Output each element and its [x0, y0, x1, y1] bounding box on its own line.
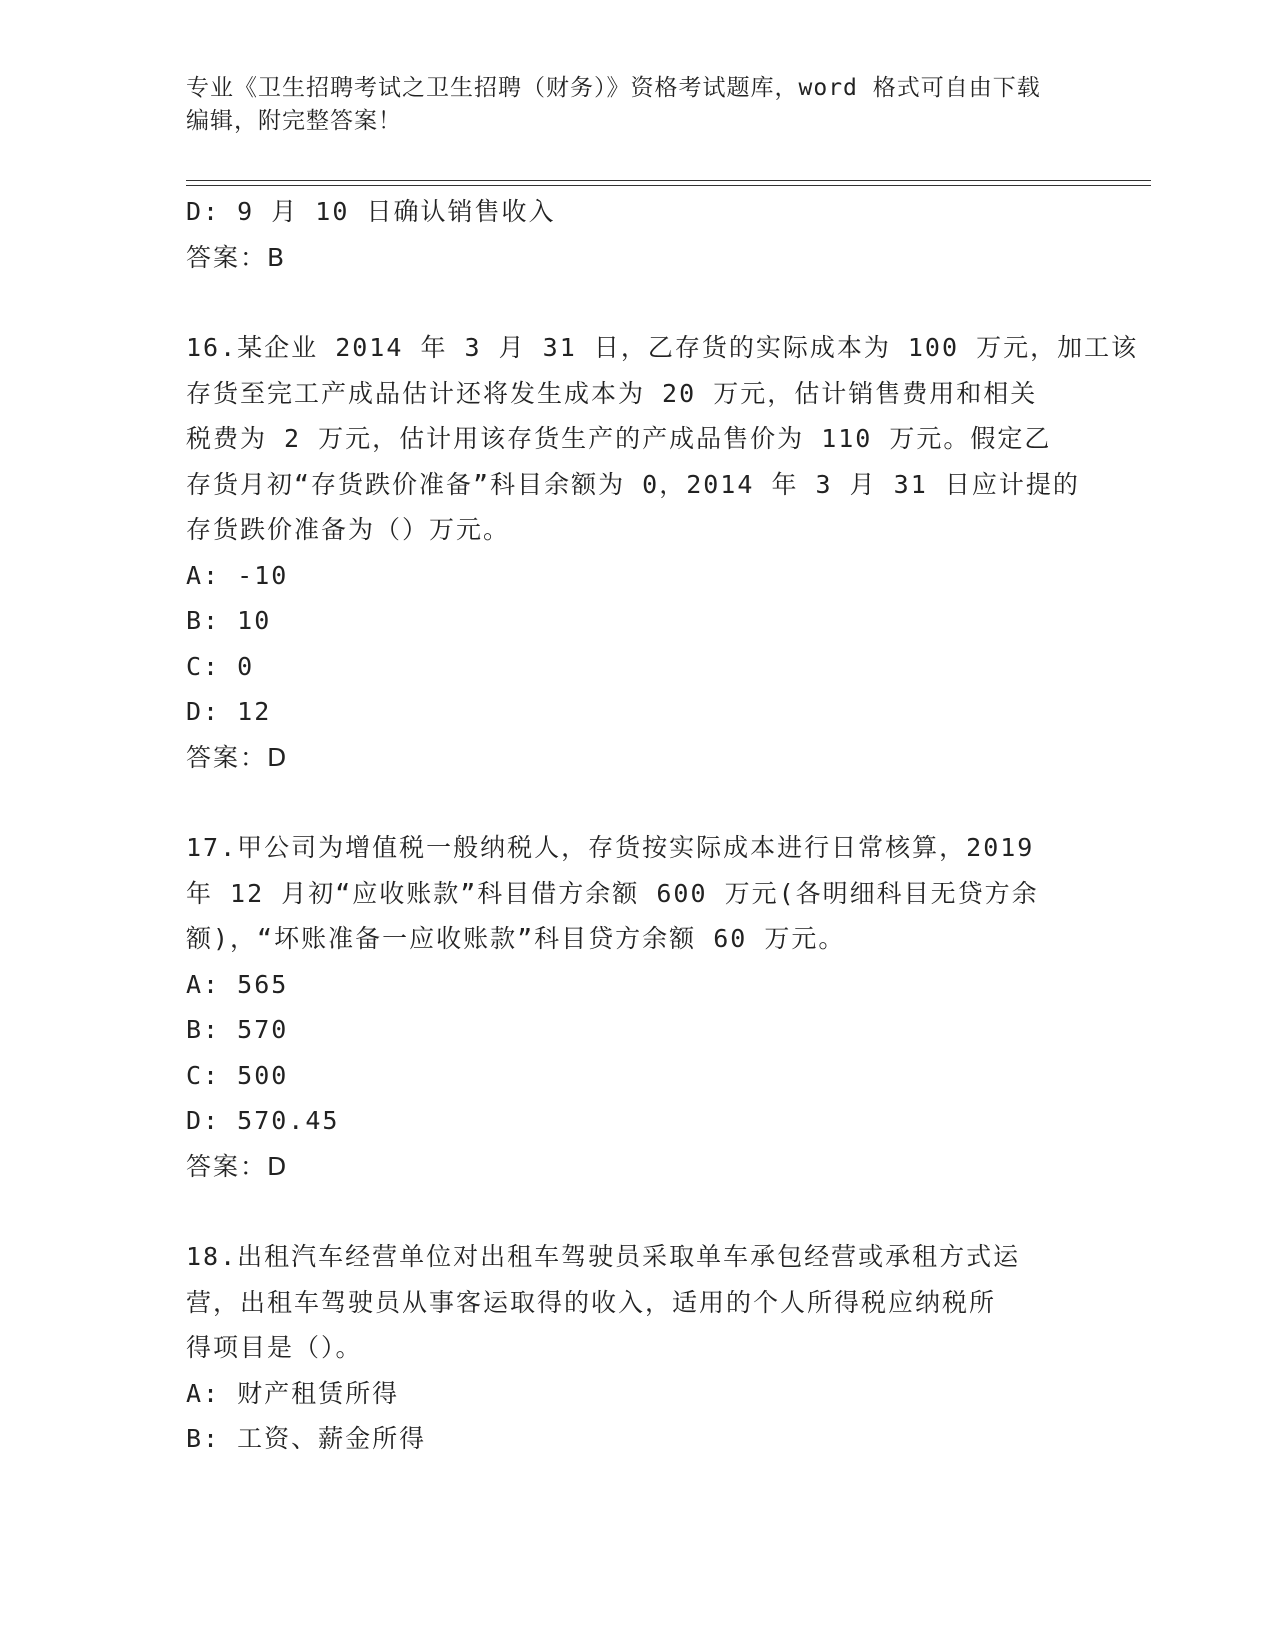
- q17-text-line: 额)，“坏账准备一应收账款”科目贷方余额 60 万元。: [186, 924, 846, 953]
- q16-answer: 答案：D: [186, 742, 289, 772]
- header-line-1: 专业《卫生招聘考试之卫生招聘（财务）》资格考试题库，word 格式可自由下载: [186, 75, 1041, 101]
- prev-answer: 答案：B: [186, 242, 287, 272]
- spacer: [186, 780, 1086, 825]
- document-header: [186, 72, 1066, 138]
- q17-option-d: D: 570.45: [186, 1106, 340, 1135]
- question-17: [186, 825, 1086, 1189]
- q18-text-line: 18.出租汽车经营单位对出租车驾驶员采取单车承包经营或承租方式运: [186, 1242, 1021, 1271]
- question-16: [186, 325, 1139, 780]
- spacer: [186, 1189, 1086, 1234]
- q18-option-b: B: 工资、薪金所得: [186, 1424, 427, 1453]
- spacer: [186, 280, 1086, 325]
- prev-option-d: D: 9 月 10 日确认销售收入: [186, 197, 556, 226]
- q16-option-a: A: -10: [186, 560, 289, 590]
- q17-option-a: A: 565: [186, 969, 289, 999]
- q16-text-line: 税费为 2 万元，估计用该存货生产的产成品售价为 110 万元。假定乙: [186, 424, 1052, 453]
- q16-text-line: 16.某企业 2014 年 3 月 31 日，乙存货的实际成本为 100 万元，加工该: [186, 333, 1139, 362]
- q17-text-line: 年 12 月初“应收账款”科目借方余额 600 万元(各明细科目无贷方余: [186, 878, 1039, 908]
- q17-option-c: C: 500: [186, 1060, 289, 1090]
- q18-text-line: 营，出租车驾驶员从事客运取得的收入，适用的个人所得税应纳税所: [186, 1287, 997, 1317]
- q17-option-b: B: 570: [186, 1015, 289, 1044]
- q17-text-line: 17.甲公司为增值税一般纳税人，存货按实际成本进行日常核算，2019: [186, 833, 1035, 862]
- q16-text-line: 存货月初“存货跌价准备”科目余额为 0，2014 年 3 月 31 日应计提的: [186, 469, 1080, 499]
- q16-option-c: C: 0: [186, 651, 255, 681]
- question-18: [186, 1234, 1086, 1462]
- question-content: [186, 189, 1139, 1462]
- header-divider-bottom: [186, 185, 1151, 186]
- header-line-2: 编辑，附完整答案！: [186, 108, 402, 134]
- q16-option-b: B: 10: [186, 606, 272, 635]
- q18-text-line: 得项目是（）。: [186, 1333, 363, 1362]
- q18-option-a: A: 财产租赁所得: [186, 1378, 400, 1408]
- q16-text-line: 存货跌价准备为（）万元。: [186, 515, 511, 544]
- q16-option-d: D: 12: [186, 697, 272, 726]
- q17-answer: 答案：D: [186, 1151, 289, 1181]
- header-divider-top: [186, 180, 1151, 181]
- q16-text-line: 存货至完工产成品估计还将发生成本为 20 万元，估计销售费用和相关: [186, 378, 1038, 408]
